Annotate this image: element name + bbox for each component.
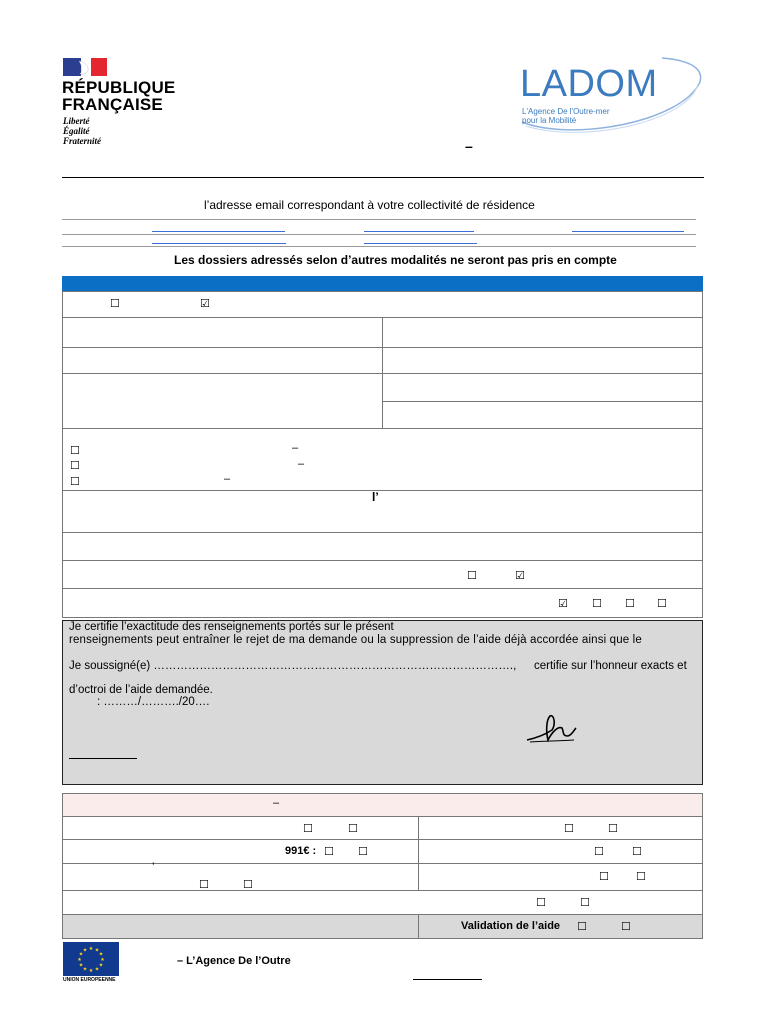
reserved-r4: [62, 890, 703, 915]
republique-francaise-title: [62, 79, 175, 113]
field-right-4[interactable]: [382, 401, 703, 429]
svg-text:★: ★: [98, 951, 104, 958]
svg-text:★: ★: [77, 957, 82, 963]
reserved-r4-cb2[interactable]: ☐: [580, 896, 590, 909]
validation-cb1[interactable]: ☐: [577, 920, 587, 933]
yes-no-checkbox-1[interactable]: ☐: [467, 569, 477, 582]
address-line-2: [62, 234, 696, 235]
email-link-5[interactable]: [364, 243, 477, 244]
field-full-1-apostrophe: l’: [372, 490, 379, 504]
validation-label: Validation de l’aide: [461, 920, 561, 932]
option-dash-2: –: [298, 458, 305, 470]
svg-text:★: ★: [94, 966, 100, 973]
email-link-2[interactable]: [364, 231, 474, 232]
reserved-r3-cb4[interactable]: ☐: [636, 870, 646, 883]
reserved-r3-left: [62, 863, 419, 891]
reserved-r2-amount: 991€ :: [285, 845, 317, 857]
eu-label: UNION EUROPEENNE: [63, 977, 116, 983]
reserved-r2-cb2[interactable]: ☐: [358, 845, 368, 858]
reserved-r1-left: [62, 816, 419, 840]
multi-checkbox-1[interactable]: ☑: [558, 597, 568, 610]
field-left-1[interactable]: [62, 317, 383, 348]
option-list-row: [62, 428, 703, 491]
svg-text:★: ★: [94, 947, 100, 954]
ladom-logo-text: LADOM: [520, 63, 658, 105]
cert-line-3-left: Je soussigné(e) ………………………………………………………………………………….,: [69, 660, 517, 672]
svg-text:★: ★: [100, 957, 105, 963]
svg-text:★: ★: [82, 966, 88, 973]
svg-text:★: ★: [88, 946, 94, 952]
cert-line-1: Je certifie l’exactitude des renseignements portés sur le présent: [69, 621, 394, 633]
option-checkbox-1[interactable]: ☐: [70, 444, 80, 457]
reserved-header-dash: –: [273, 797, 280, 809]
notice-text: Les dossiers adressés selon d’autres modalités ne seront pas pris en compte: [174, 253, 617, 267]
multi-checkbox-2[interactable]: ☐: [592, 597, 602, 610]
footer-agency: – L’Agence De l’Outre: [177, 955, 291, 967]
multi-checkbox-4[interactable]: ☐: [657, 597, 667, 610]
svg-text:★: ★: [78, 962, 84, 969]
reserved-r3-apostrophe: ’: [152, 861, 155, 873]
signature-icon: [524, 710, 580, 744]
svg-text:★: ★: [98, 962, 104, 969]
header-dash: –: [465, 138, 473, 154]
form-row-type: [62, 291, 703, 318]
motto-liberte: Liberté: [63, 116, 90, 126]
motto-fraternite: Fraternité: [63, 136, 102, 146]
reserved-r3-cb3[interactable]: ☐: [599, 870, 609, 883]
option-checkbox-3[interactable]: ☐: [70, 475, 80, 488]
field-right-2[interactable]: [382, 347, 703, 374]
cert-underline: [69, 758, 137, 759]
email-instruction: l’adresse email correspondant à votre collectivité de résidence: [204, 198, 535, 212]
field-full-2[interactable]: [62, 532, 703, 561]
type-checkbox-2[interactable]: ☑: [200, 297, 210, 310]
header-divider: [62, 177, 704, 178]
reserved-r2-cb4[interactable]: ☐: [632, 845, 642, 858]
svg-text:★: ★: [82, 947, 88, 954]
option-checkbox-2[interactable]: ☐: [70, 459, 80, 472]
address-line-3: [62, 246, 696, 247]
ladom-subtitle: [522, 107, 610, 125]
reserved-r1-right: [418, 816, 703, 840]
marianne-logo-icon: [63, 58, 107, 76]
yes-no-row: [62, 560, 703, 589]
svg-text:★: ★: [88, 968, 94, 974]
svg-text:★: ★: [78, 951, 84, 958]
reserved-r2-cb3[interactable]: ☐: [594, 845, 604, 858]
reserved-r3-right: [418, 863, 703, 891]
multi-checkbox-3[interactable]: ☐: [625, 597, 635, 610]
type-checkbox-1[interactable]: ☐: [110, 297, 120, 310]
option-dash-3: –: [224, 473, 231, 485]
yes-no-checkbox-2[interactable]: ☑: [515, 569, 525, 582]
cert-date[interactable]: : ………/………./20….: [97, 696, 210, 708]
reserved-r4-cb1[interactable]: ☐: [536, 896, 546, 909]
reserved-r3-cb1[interactable]: ☐: [199, 878, 209, 891]
francaise-text: FRANÇAISE: [62, 95, 163, 114]
reserved-r1-cb3[interactable]: ☐: [564, 822, 574, 835]
reserved-r1-cb2[interactable]: ☐: [348, 822, 358, 835]
email-link-3[interactable]: [572, 231, 684, 232]
motto: [63, 116, 101, 146]
form-header-bar: [62, 276, 703, 291]
field-full-1[interactable]: [62, 490, 703, 533]
option-dash-1: –: [292, 442, 299, 454]
eu-flag-icon: [63, 942, 119, 976]
reserved-r2-cb1[interactable]: ☐: [324, 845, 334, 858]
reserved-r3-cb2[interactable]: ☐: [243, 878, 253, 891]
reserved-r1-cb4[interactable]: ☐: [608, 822, 618, 835]
multi-choice-row: [62, 588, 703, 618]
ladom-subtitle-line1: L'Agence De l'Outre-mer: [522, 107, 610, 116]
email-link-4[interactable]: [152, 243, 286, 244]
email-link-1[interactable]: [152, 231, 285, 232]
ladom-subtitle-line2: pour la Mobilité: [522, 116, 577, 125]
footer-underline: [413, 979, 482, 980]
reserved-header: [62, 793, 703, 817]
field-left-2[interactable]: [62, 347, 383, 374]
reserved-r1-cb1[interactable]: ☐: [303, 822, 313, 835]
republique-text: RÉPUBLIQUE: [62, 78, 176, 97]
field-right-1[interactable]: [382, 317, 703, 348]
motto-egalite: Égalité: [63, 126, 90, 136]
cert-line-4: d’octroi de l’aide demandée.: [69, 684, 213, 696]
field-right-3[interactable]: [382, 373, 703, 402]
cert-line-2: renseignements peut entraîner le rejet de ma demande ou la suppression de l’aide déjà accordée ainsi que le: [69, 634, 642, 646]
validation-cb2[interactable]: ☐: [621, 920, 631, 933]
reserved-r5-left: [62, 914, 419, 939]
field-left-3[interactable]: [62, 373, 383, 429]
reserved-r2-right: [418, 839, 703, 864]
address-line-1: [62, 219, 696, 220]
cert-line-3-right: certifie sur l’honneur exacts et: [534, 660, 687, 672]
